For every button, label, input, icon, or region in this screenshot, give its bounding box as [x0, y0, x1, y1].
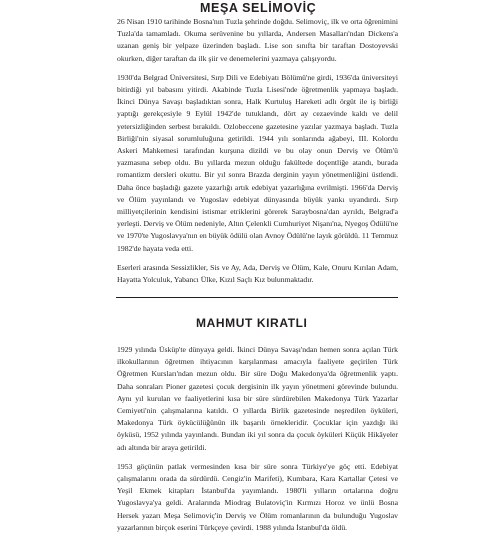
biography-selimovic [117, 16, 398, 293]
paragraph: Eserleri arasında Sessizlikler, Sis ve Ay, Ada, Derviş ve Ölüm, Kale, Onuru Kırılan Adam, Hayatta Yolculuk, Yabancı Ülke, Kızıl Saçlı Kız bulunmaktadır. [117, 262, 398, 285]
biography-kiratli [117, 344, 398, 541]
paragraph: 26 Nisan 1910 tarihinde Bosna'nın Tuzla şehrinde doğdu. Selimoviç, ilk ve orta öğrenimini Tuzla'da tamamladı. Okuma serüvenine bu yıllarda, Andersen Masalları'ndan Dickens'a uzanan geniş bir yelpaze üzerinden başladı. Lise son sınıfta bir taraftan Dostoyevski okurken, diğer taraftan da ilk şiir ve denemelerini yazmaya çalışıyordu. [117, 17, 398, 63]
author-heading-selimovic: MEŞA SELİMOVİÇ [200, 1, 317, 15]
paragraph: 1930'da Belgrad Üniversitesi, Sırp Dili ve Edebiyatı Bölümü'ne girdi, 1936'da üniversiteyi bitirdiği yıl babasını yitirdi. Akabinde Tuzla Lisesi'nde öğretmenlik yapmaya başladı. İkinci Dünya Savaşı başladıktan sonra, Halk Kurtuluş Hareketi adlı örgüt ile iş birliği yaptığı gerekçesiyle 9 Eylül 1942'de tutuklandı, dört ay cezaevinde kaldı ve delil yetersizliğinden serbest bırakıldı. Ozlobeccene gazetesine yazılar yazmaya başladı. Tuzla Birliği'nin siyasal sorumluluğuna getirildi. 1944 yılı sonlarında ağabeyi, III. Kolordu Askeri Mahkemesi tarafından kurşuna dizildi ve bu olay onun Derviş ve Ölüm'ü yazmasına sebep oldu. Bu yıllarda mezun olduğu fakültede doçentliğe atandı, burada romantizm dersleri okuttu. Bir yıl sonra Brazda derginin yayın yönetmenliğini üstlendi. Daha önce başladığı gazete yazarlığı artık edebiyat yazarlığına evrilmişti. 1966'da Derviş ve Ölüm yayınlandı ve Yugoslav edebiyat dünyasında büyük yankı uyandırdı. Sırp milliyetçilerinin kendisini istismar etriklerini görerek Saraybosna'dan ayrıldı, Belgrad'a yerleşti. Derviş ve Ölüm nedeniyle, Altın Çelenkli Cumhuriyet Nişanı'na, Nyegoş Ödülü'ne ve 1970'te Yugoslavya'nın en büyük ödülü olan Avnoy Ödülü'ne layık görüldü. 11 Temmuz 1982'de hayata veda etti. [117, 72, 398, 253]
author-heading-kiratli: MAHMUT KIRATLI [196, 316, 308, 330]
paragraph: 1929 yılında Üsküp'te dünyaya geldi. İkinci Dünya Savaşı'ndan hemen sonra açılan Türk ilkokullarının öğretmen ihtiyacının karşılanması amacıyla faaliyete geçirilen Türk Öğretmen Kursları'ndan mezun oldu. Bir süre Doğu Makedonya'da öğretmenlik yaptı. Daha sonraları Pioner gazetesi çocuk dergisinin ilk yayın yönetmeni görevinde bulundu. Aynı yıl kurulan ve faaliyetlerini kısa bir süre sürdürebilen Makedonya Türk Yazarlar Cemiyeti'nin çalışmalarına katıldı. O yıllarda Birlik gazetesinde neşredilen öyküleri, Makedonya Türk öykücülüğünün ilk başarılı örnekleridir. Çocuklar için yazdığı iki öyküsü, 1952 yılında yayınlandı. Bundan iki yıl sonra da çocuk öyküleri Küçük Hikâyeler adı altında bir araya getirildi. [117, 345, 398, 452]
paragraph: 1953 göçünün patlak vermesinden kısa bir süre sonra Türkiye'ye göç etti. Edebiyat çalışmalarını orada da sürdürdü. Cengiz'in Marifeti), Kumbara, Kara Kartallar Çetesi ve Yeşil Ekmek kitapları İstanbul'da yayımlandı. 1980'li yılların ortalarına doğru Yugoslavya'ya geldi. Aralarında Miodrag Bulatoviç'in Kırmızı Horoz ve ünlü Bosna Hersek yazarı Meşa Selimoviç'in Derviş ve Ölüm romanlarının da bulunduğu Yugoslav yazarlarının birçok eserini Türkçeye çevirdi. 1988 yılında İstanbul'da öldü. [117, 461, 398, 532]
section-divider [116, 297, 398, 298]
